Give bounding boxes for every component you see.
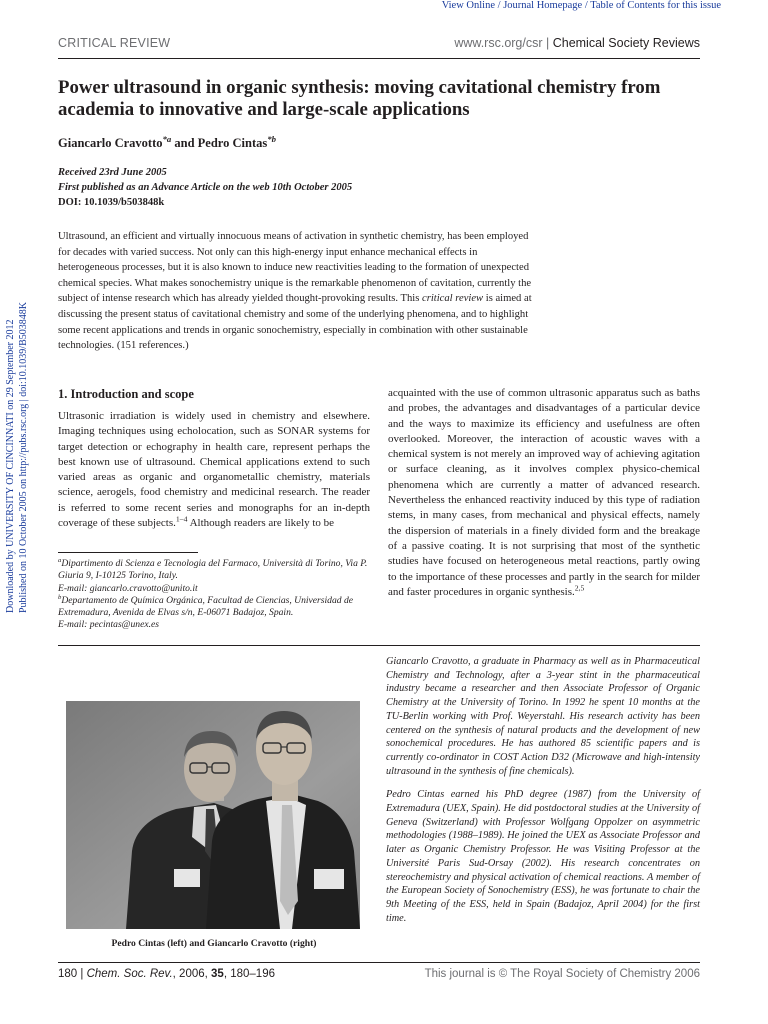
- publication-date: First published as an Advance Article on the web 10th October 2005: [58, 182, 353, 193]
- journal-abbrev: Chem. Soc. Rev.: [86, 968, 173, 980]
- affiliation-text: Dipartimento di Scienza e Tecnologia del Farmaco, Università di Torino, Via P. Giuria 9, I-10125 Torino, Italy.: [58, 558, 368, 582]
- journal-name: Chemical Society Reviews: [552, 36, 700, 50]
- page-number: 180: [58, 968, 78, 980]
- affiliation-b: [58, 595, 370, 620]
- affiliation-text: Departamento de Química Orgánica, Facultad de Ciencias, Universidad de Extremadura, Avenida de Elvas s/n, E-06071 Badajoz, Spain.: [58, 594, 354, 619]
- nav-separator: /: [495, 0, 504, 11]
- received-date: Received 23rd June 2005: [58, 167, 167, 178]
- section-heading: 1. Introduction and scope: [58, 387, 194, 401]
- abstract: [58, 229, 540, 354]
- author-line: [58, 133, 276, 151]
- journal-homepage-link[interactable]: Journal Homepage: [503, 0, 583, 11]
- nav-separator: /: [582, 0, 591, 11]
- affiliation-marker: b: [58, 593, 62, 601]
- page-range: , 180–196: [223, 968, 275, 980]
- running-header: [58, 36, 700, 54]
- body-text-column-2: [388, 386, 700, 600]
- affiliation-a: [58, 558, 370, 583]
- doi: DOI: 10.1039/b503848k: [58, 197, 165, 208]
- page-footer: [58, 968, 700, 984]
- author-affiliation-marker: *a: [162, 133, 172, 144]
- abstract-text: is aimed at discussing the present status of cavitational chemistry and some of the underlying phenomena, and to highlight some recent applications and trends in organic sonochemistry, especially in combination with other sustainable technologies. (151 references.): [58, 293, 532, 352]
- footer-year: , 2006,: [172, 968, 212, 980]
- footer-rule: [58, 962, 700, 963]
- footer-divider: |: [77, 968, 87, 980]
- body-text: Although readers are likely to be: [187, 517, 335, 530]
- affiliation-marker: a: [58, 556, 62, 564]
- affiliations: [58, 558, 370, 632]
- bio-rule: [58, 645, 700, 646]
- journal-header: [454, 36, 700, 50]
- article-title: Power ultrasound in organic synthesis: moving cavitational chemistry from academia to innovative and large-scale applications: [58, 77, 661, 120]
- abstract-emphasis: critical review: [422, 293, 484, 305]
- citation-ref: 1–4: [175, 514, 188, 524]
- header-rule: [58, 58, 700, 59]
- author-conjunction: and: [171, 136, 198, 150]
- download-info: Downloaded by UNIVERSITY OF CINCINNATI on 29 September 2012: [5, 319, 16, 613]
- table-of-contents-link[interactable]: Table of Contents for this issue: [590, 0, 721, 11]
- view-online-link[interactable]: View Online: [441, 0, 496, 11]
- biography-cintas: Pedro Cintas earned his PhD degree (1987) from the University of Extremadura (UEX, Spain). He did postdoctoral studies at the University of Geneva (Switzerland) with Professor Wolfgang Oppolzer on asymmetric methodologies (1988–1989). He joined the UEX as Associate Professor and later as Organic Chemistry Professor. He was Visiting Professor at the Université Paris Sud-Orsay (2002). His research concentrates on stereochemistry and physical activation of chemical reactions. A member of the European Society of Sonochemistry (ESS), he was fortunate to chair the 9th Meeting of the ESS, held in Spain (Badajoz, April 2004) for the first time.: [386, 789, 700, 924]
- journal-url: www.rsc.org/csr: [454, 36, 543, 50]
- section-type-label: CRITICAL REVIEW: [58, 36, 171, 50]
- author-name: Giancarlo Cravotto: [58, 136, 163, 150]
- citation-ref: 2,5: [574, 583, 585, 593]
- author-biographies: [386, 655, 700, 935]
- body-text-column-1: [58, 409, 370, 531]
- author-name: Pedro Cintas: [197, 136, 268, 150]
- body-text: Ultrasonic irradiation is widely used in chemistry and elsewhere. Imaging techniques using echolocation, such as SONAR systems for target detection or echography in health care, represent perhaps the best known use of ultrasound. Chemical applications extend to such varied areas as organic and organometallic chemistry, materials science, aerogels, food chemistry and medicinal research. The reader is referred to some recent series and monographs for an in-depth coverage of these subjects.: [58, 410, 370, 530]
- abstract-text: Ultrasound, an efficient and virtually innocuous means of activation in synthetic chemistry, has been employed for decades with varied success. Not only can this high-energy input enhance mechanical effects in heterogeneous processes, but it is also known to induce new reactivities leading to the formation of unexpected chemical species. What makes sonochemistry unique is the remarkable phenomenon of cavitation, currently the subject of intense research which has already yielded thought-provoking results. This: [58, 231, 532, 305]
- affiliation-b-email: E-mail: pecintas@unex.es: [58, 619, 160, 631]
- publication-info: Published on 10 October 2005 on http://pubs.rsc.org | doi:10.1039/B503848K: [18, 302, 29, 613]
- body-text: acquainted with the use of common ultrasonic apparatus such as baths and probes, the advantages and disadvantages of a particular device and the ways to maximize its efficiency and usefulness are often overlooked. Moreover, the interaction of acoustic waves with a chemical system is not merely an improved way of achieving agitation or surface cleaning, as it involves complex physico-chemical phenomena which are currently a matter of advanced research. Nevertheless the enhanced reactivity induced by this type of radiation stems, in many cases, from mechanical and physical effects, namely the dispersion of materials in a finely divided form and the breakage of a passive coating. It is not surprising that most of the synthetic studies have focused on heterogeneous metal reactions, partly owing to the importance of these processes and partly in the search for milder and faster procedures in organic synthesis.: [388, 387, 700, 598]
- affiliation-a-email: E-mail: giancarlo.cravotto@unito.it: [58, 582, 198, 594]
- download-watermark: [4, 268, 29, 613]
- footnote-rule: [58, 552, 198, 553]
- header-divider: |: [542, 36, 553, 50]
- photo-caption: Pedro Cintas (left) and Giancarlo Cravotto (right): [111, 938, 317, 949]
- article-metadata: [58, 165, 352, 210]
- biography-cravotto: Giancarlo Cravotto, a graduate in Pharmacy as well as in Pharmaceutical Chemistry and Technology, after a 3-year stint in the pharmaceutical industry became a researcher and then Associate Professor of Organic Chemistry at the University of Torino. In 1992 he spent 10 months at the TU-Berlin working with Prof. Weyerstahl. His research activity has been centered on the synthesis of natural products and the development of new sonochemical procedures. He has authored 85 scientific papers and is currently co-ordinator in COST Action D32 (Microwave and high-intensity ultrasound in the synthesis of fine chemicals).: [386, 656, 700, 777]
- author-affiliation-marker: *b: [267, 133, 276, 144]
- volume-number: 35: [211, 968, 224, 980]
- author-photo: [66, 701, 360, 929]
- copyright-notice: This journal is © The Royal Society of Chemistry 2006: [424, 968, 700, 980]
- top-navigation: [442, 0, 721, 11]
- citation-footer: [58, 968, 275, 980]
